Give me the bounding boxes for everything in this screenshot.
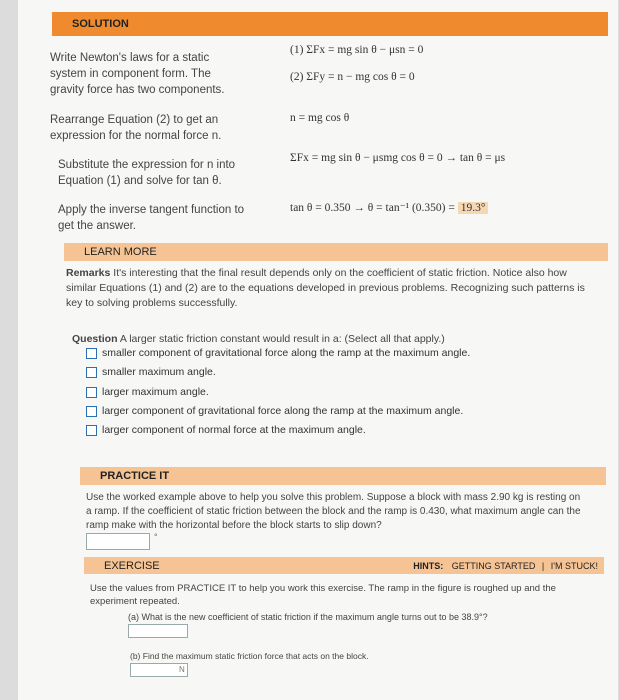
remarks-text: It's interesting that the final result depends only on the coefficient of static friction. Notice also how similar Equations (1) and (2) are to the equations developed in previous problems. Recognizing such patterns is key to solving problems successfully. bbox=[66, 267, 585, 309]
exercise-text: Use the values from PRACTICE IT to help you work this exercise. The ramp in the figure is roughed up and the experiment repeated. bbox=[90, 583, 556, 607]
option-4-label: larger component of gravitational force along the ramp at the maximum angle. bbox=[102, 405, 464, 417]
option-4-checkbox[interactable] bbox=[86, 406, 97, 417]
practice-header[interactable] bbox=[80, 467, 606, 485]
option-5[interactable] bbox=[86, 424, 366, 436]
exercise-label: EXERCISE bbox=[104, 559, 160, 572]
question-text: A larger static friction constant would result in a: (Select all that apply.) bbox=[119, 333, 445, 345]
answer-highlight: 19.3° bbox=[458, 202, 489, 214]
step1-text: Write Newton's laws for a static system in component form. The gravity force has two components. bbox=[50, 52, 225, 96]
option-3-label: larger maximum angle. bbox=[102, 386, 209, 398]
option-5-checkbox[interactable] bbox=[86, 425, 97, 436]
practice-text: Use the worked example above to help you solve this problem. Suppose a block with mass 2.90 kg is resting on a ramp. If the coefficient of static friction between the block and the ramp is 0.430, what maximum angle can the ramp make with the horizontal before the block starts to slip down? bbox=[86, 492, 581, 531]
page bbox=[18, 0, 618, 700]
hint-separator: | bbox=[541, 560, 545, 571]
option-4[interactable] bbox=[86, 405, 463, 417]
option-2[interactable] bbox=[86, 366, 216, 378]
equation-1: (1) ΣFx = mg sin θ − μsn = 0 bbox=[290, 44, 424, 56]
inverse-tangent-equation bbox=[290, 200, 488, 214]
im-stuck-link[interactable]: I'M STUCK! bbox=[550, 560, 598, 571]
step2-text: Rearrange Equation (2) to get an expression for the normal force n. bbox=[50, 114, 222, 142]
learn-more-header[interactable] bbox=[64, 243, 608, 261]
question-label: Question bbox=[72, 333, 118, 345]
remarks-paragraph bbox=[66, 266, 594, 311]
option-3[interactable] bbox=[86, 386, 209, 398]
option-5-label: larger component of normal force at the maximum angle. bbox=[102, 424, 366, 436]
practice-angle-input[interactable] bbox=[86, 533, 150, 550]
option-2-label: smaller maximum angle. bbox=[102, 366, 216, 378]
getting-started-link[interactable]: GETTING STARTED bbox=[451, 560, 536, 571]
exercise-part-b: (b) Find the maximum static friction force that acts on the block. bbox=[130, 651, 369, 661]
question-paragraph bbox=[72, 331, 592, 347]
part-b-unit: N bbox=[179, 665, 185, 674]
equation-2: (2) ΣFy = n − mg cos θ = 0 bbox=[290, 71, 415, 83]
remarks-label: Remarks bbox=[66, 267, 111, 279]
option-1[interactable] bbox=[86, 347, 470, 359]
part-b-input[interactable] bbox=[130, 663, 188, 677]
hints-bar bbox=[413, 561, 598, 571]
solution-header bbox=[52, 12, 608, 36]
option-1-checkbox[interactable] bbox=[86, 348, 97, 359]
solution-header-label: SOLUTION bbox=[72, 18, 129, 30]
tan-theta-equation: ΣFx = mg sin θ − μsmg cos θ = 0 → tan θ = μs bbox=[290, 152, 506, 164]
inverse-tangent-prefix: tan θ = 0.350 → θ = tan⁻¹ (0.350) = bbox=[290, 202, 458, 214]
hints-label: HINTS: bbox=[413, 560, 444, 571]
practice-unit: ° bbox=[154, 532, 158, 542]
option-2-checkbox[interactable] bbox=[86, 367, 97, 378]
learn-more-label: LEARN MORE bbox=[84, 246, 157, 258]
normal-force-equation: n = mg cos θ bbox=[290, 112, 350, 124]
option-3-checkbox[interactable] bbox=[86, 387, 97, 398]
exercise-header[interactable] bbox=[84, 557, 604, 574]
option-1-label: smaller component of gravitational force along the ramp at the maximum angle. bbox=[102, 347, 471, 359]
step4-text: Apply the inverse tangent function to get the answer. bbox=[58, 204, 245, 232]
exercise-part-a: (a) What is the new coefficient of static friction if the maximum angle turns out to be 38.9°? bbox=[128, 612, 488, 622]
step3-text: Substitute the expression for n into Equation (1) and solve for tan θ. bbox=[58, 159, 236, 187]
practice-label: PRACTICE IT bbox=[100, 470, 170, 482]
part-a-input[interactable] bbox=[128, 624, 188, 638]
